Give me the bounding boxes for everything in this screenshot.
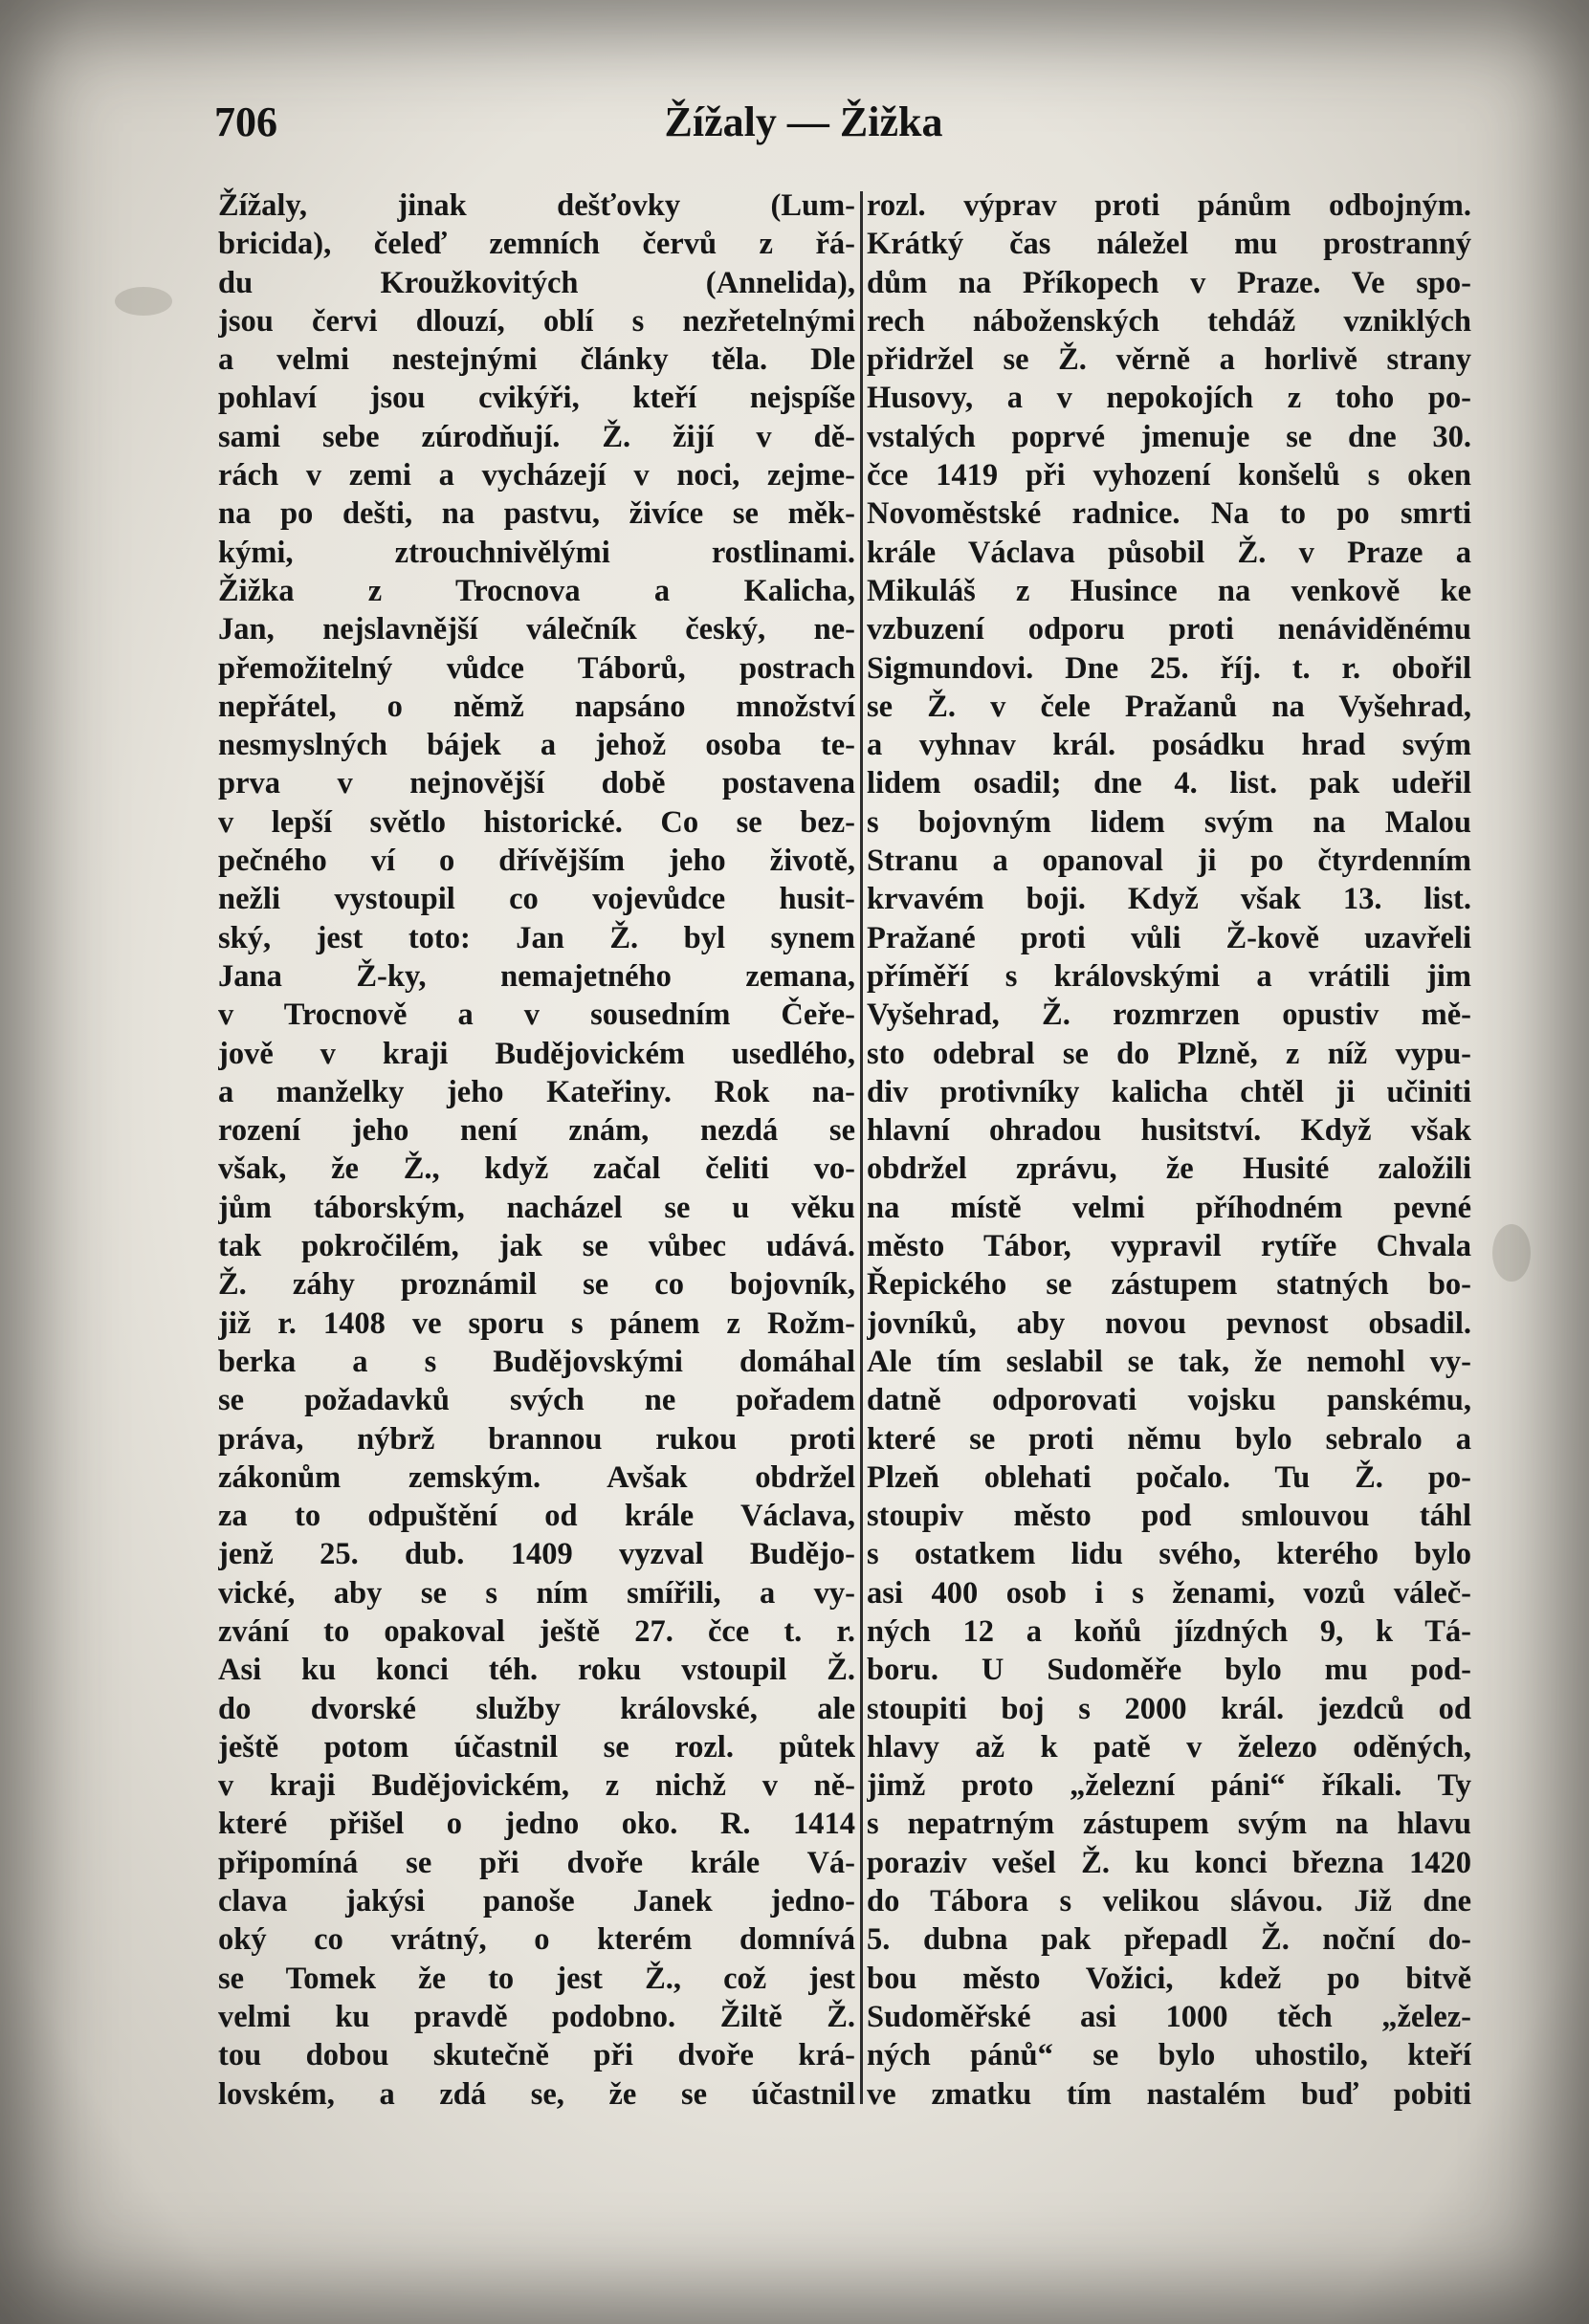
text-line: bou město Vožici, kdež po bitvě bbox=[867, 1961, 1471, 1996]
text-line: Sigmundovi. Dne 25. říj. t. r. obořil bbox=[867, 650, 1471, 686]
text-line: již r. 1408 ve sporu s pánem z Rožm- bbox=[218, 1305, 855, 1341]
text-line: obdržel zprávu, že Husité založili bbox=[867, 1151, 1471, 1187]
text-line: dům na Příkopech v Praze. Ve spo- bbox=[867, 265, 1471, 300]
text-line: prva v nejnovější době postavena bbox=[218, 766, 855, 801]
text-line: pohlaví jsou cvikýři, kteří nejspíše bbox=[218, 381, 855, 416]
text-line: asi 400 osob i s ženami, vozů váleč- bbox=[867, 1575, 1471, 1611]
text-line: stoupiti boj s 2000 král. jezdců od bbox=[867, 1691, 1471, 1726]
text-line: hlavní ohradou husitství. Když však bbox=[867, 1113, 1471, 1149]
text-line: město Tábor, vypravil rytíře Chvala bbox=[867, 1229, 1471, 1264]
text-line: a velmi nestejnými články těla. Dle bbox=[218, 342, 855, 378]
paper-stain bbox=[115, 287, 172, 316]
text-line: příměří s královskými a vrátili jim bbox=[867, 958, 1471, 994]
text-line: ve zmatku tím nastalém buď pobiti bbox=[867, 2076, 1471, 2112]
text-line: Sudoměřské asi 1000 těch „želez- bbox=[867, 1999, 1471, 2034]
text-line: hlavy až k patě v železo oděných, bbox=[867, 1729, 1471, 1765]
text-line: ných pánů“ se bylo uhostilo, kteří bbox=[867, 2038, 1471, 2073]
text-line: oký co vrátný, o kterém domnívá bbox=[218, 1922, 855, 1958]
text-line: do Tábora s velikou slávou. Již dne bbox=[867, 1884, 1471, 1919]
text-line: boru. U Sudoměře bylo mu pod- bbox=[867, 1653, 1471, 1688]
text-line: krále Václava působil Ž. v Praze a bbox=[867, 535, 1471, 570]
text-line: Jana Ž-ky, nemajetného zemana, bbox=[218, 958, 855, 994]
text-line: na po dešti, na pastvu, živíce se měk- bbox=[218, 496, 855, 532]
text-line: jovníků, aby novou pevnost obsadil. bbox=[867, 1305, 1471, 1341]
text-line: div protivníky kalicha chtěl ji učiniti bbox=[867, 1074, 1471, 1109]
right-text-column bbox=[867, 186, 1471, 2128]
text-line: přidržel se Ž. věrně a horlivě strany bbox=[867, 342, 1471, 378]
text-line: vické, aby se s ním smířili, a vy- bbox=[218, 1575, 855, 1611]
text-line: za to odpuštění od krále Václava, bbox=[218, 1499, 855, 1534]
text-line: Jan, nejslavnější válečník český, ne- bbox=[218, 612, 855, 647]
text-line: vzbuzení odporu proti nenáviděnému bbox=[867, 612, 1471, 647]
text-line: a manželky jeho Kateřiny. Rok na- bbox=[218, 1074, 855, 1109]
text-line: Pražané proti vůli Ž-kově uzavřeli bbox=[867, 920, 1471, 955]
text-line: jům táborským, nacházel se u věku bbox=[218, 1190, 855, 1225]
text-line: práva, nýbrž brannou rukou proti bbox=[218, 1421, 855, 1457]
text-line: vstalých poprvé jmenuje se dne 30. bbox=[867, 419, 1471, 454]
text-line: krvavém boji. Když však 13. list. bbox=[867, 882, 1471, 917]
text-line: připomíná se při dvoře krále Vá- bbox=[218, 1845, 855, 1880]
text-line: zákonům zemským. Avšak obdržel bbox=[218, 1459, 855, 1495]
paper-stain bbox=[1492, 1224, 1531, 1282]
running-head: Žížaly — Žižka bbox=[664, 99, 943, 145]
text-line: však, že Ž., když začal čeliti vo- bbox=[218, 1151, 855, 1187]
text-line: tak pokročilém, jak se vůbec udává. bbox=[218, 1229, 855, 1264]
text-line: čce 1419 při vyhození konšelů s oken bbox=[867, 458, 1471, 493]
text-line: Asi ku konci téh. roku vstoupil Ž. bbox=[218, 1653, 855, 1688]
column-divider bbox=[860, 191, 863, 2104]
text-line: Husovy, a v nepokojích z toho po- bbox=[867, 381, 1471, 416]
left-text-column bbox=[218, 186, 855, 2128]
text-line: rozl. výprav proti pánům odbojným. bbox=[867, 188, 1471, 223]
text-line: Ale tím seslabil se tak, že nemohl vy- bbox=[867, 1344, 1471, 1379]
text-line: tou dobou skutečně při dvoře krá- bbox=[218, 2038, 855, 2073]
text-line: v lepší světlo historické. Co se bez- bbox=[218, 804, 855, 840]
text-line: rách v zemi a vycházejí v noci, zejme- bbox=[218, 458, 855, 493]
text-line: s nepatrným zástupem svým na hlavu bbox=[867, 1807, 1471, 1842]
page-number: 706 bbox=[214, 99, 277, 145]
text-line: ných 12 a koňů jízdných 9, k Tá- bbox=[867, 1613, 1471, 1649]
text-line: přemožitelný vůdce Táborů, postrach bbox=[218, 650, 855, 686]
text-line: lovském, a zdá se, že se účastnil bbox=[218, 2076, 855, 2112]
text-line: s ostatkem lidu svého, kterého bylo bbox=[867, 1537, 1471, 1572]
text-line: s bojovným lidem svým na Malou bbox=[867, 804, 1471, 840]
text-line: Plzeň oblehati počalo. Tu Ž. po- bbox=[867, 1459, 1471, 1495]
text-line: jsou červi dlouzí, oblí s nezřetelnými bbox=[218, 303, 855, 339]
text-line: ještě potom účastnil se rozl. půtek bbox=[218, 1729, 855, 1765]
text-line: ský, jest toto: Jan Ž. byl synem bbox=[218, 920, 855, 955]
text-line: datně odporovati vojsku panskému, bbox=[867, 1383, 1471, 1418]
text-line: Žížaly, jinak dešťovky (Lum- bbox=[218, 188, 855, 223]
text-line: Ž. záhy proznámil se co bojovník, bbox=[218, 1267, 855, 1303]
text-line: pečného ví o dřívějším jeho životě, bbox=[218, 844, 855, 879]
text-line: lidem osadil; dne 4. list. pak udeřil bbox=[867, 766, 1471, 801]
text-line: zvání to opakoval ještě 27. čce t. r. bbox=[218, 1613, 855, 1649]
text-line: Krátký čas náležel mu prostranný bbox=[867, 227, 1471, 262]
text-line: které se proti němu bylo sebralo a bbox=[867, 1421, 1471, 1457]
text-line: Mikuláš z Husince na venkově ke bbox=[867, 573, 1471, 608]
text-line: Stranu a opanoval ji po čtyrdenním bbox=[867, 844, 1471, 879]
text-line: berka a s Budějovskými domáhal bbox=[218, 1344, 855, 1379]
text-line: rození jeho není znám, nezdá se bbox=[218, 1113, 855, 1149]
text-line: 5. dubna pak přepadl Ž. noční do- bbox=[867, 1922, 1471, 1958]
page-header bbox=[210, 88, 1397, 164]
text-line: jimž proto „železní páni“ říkali. Ty bbox=[867, 1768, 1471, 1804]
text-line: kými, ztrouchnivělými rostlinami. bbox=[218, 535, 855, 570]
text-line: sami sebe zúrodňují. Ž. žijí v dě- bbox=[218, 419, 855, 454]
text-line: Řepického se zástupem statných bo- bbox=[867, 1267, 1471, 1303]
text-line: poraziv vešel Ž. ku konci března 1420 bbox=[867, 1845, 1471, 1880]
text-line: Vyšehrad, Ž. rozmrzen opustiv mě- bbox=[867, 998, 1471, 1033]
text-line: sto odebral se do Plzně, z níž vypu- bbox=[867, 1036, 1471, 1071]
text-line: velmi ku pravdě podobno. Žiltě Ž. bbox=[218, 1999, 855, 2034]
text-line: Žižka z Trocnova a Kalicha, bbox=[218, 573, 855, 608]
text-line: jenž 25. dub. 1409 vyzval Budějo- bbox=[218, 1537, 855, 1572]
text-line: v kraji Budějovickém, z nichž v ně- bbox=[218, 1768, 855, 1804]
text-line: se požadavků svých ne pořadem bbox=[218, 1383, 855, 1418]
text-line: clava jakýsi panoše Janek jedno- bbox=[218, 1884, 855, 1919]
text-line: se Ž. v čele Pražanů na Vyšehrad, bbox=[867, 689, 1471, 724]
text-line: nesmyslných bájek a jehož osoba te- bbox=[218, 728, 855, 763]
text-line: a vyhnav král. posádku hrad svým bbox=[867, 728, 1471, 763]
text-line: bricida), čeleď zemních červů z řá- bbox=[218, 227, 855, 262]
text-line: nežli vystoupil co vojevůdce husit- bbox=[218, 882, 855, 917]
text-line: jově v kraji Budějovickém usedlého, bbox=[218, 1036, 855, 1071]
text-line: nepřátel, o němž napsáno množství bbox=[218, 689, 855, 724]
text-line: du Kroužkovitých (Annelida), bbox=[218, 265, 855, 300]
text-line: rech náboženských tehdáž vzniklých bbox=[867, 303, 1471, 339]
text-line: Novoměstské radnice. Na to po smrti bbox=[867, 496, 1471, 532]
text-line: stoupiv město pod smlouvou táhl bbox=[867, 1499, 1471, 1534]
text-line: do dvorské služby královské, ale bbox=[218, 1691, 855, 1726]
text-line: se Tomek že to jest Ž., což jest bbox=[218, 1961, 855, 1996]
text-line: které přišel o jedno oko. R. 1414 bbox=[218, 1807, 855, 1842]
text-line: v Trocnově a v sousedním Čeře- bbox=[218, 998, 855, 1033]
text-line: na místě velmi příhodném pevné bbox=[867, 1190, 1471, 1225]
